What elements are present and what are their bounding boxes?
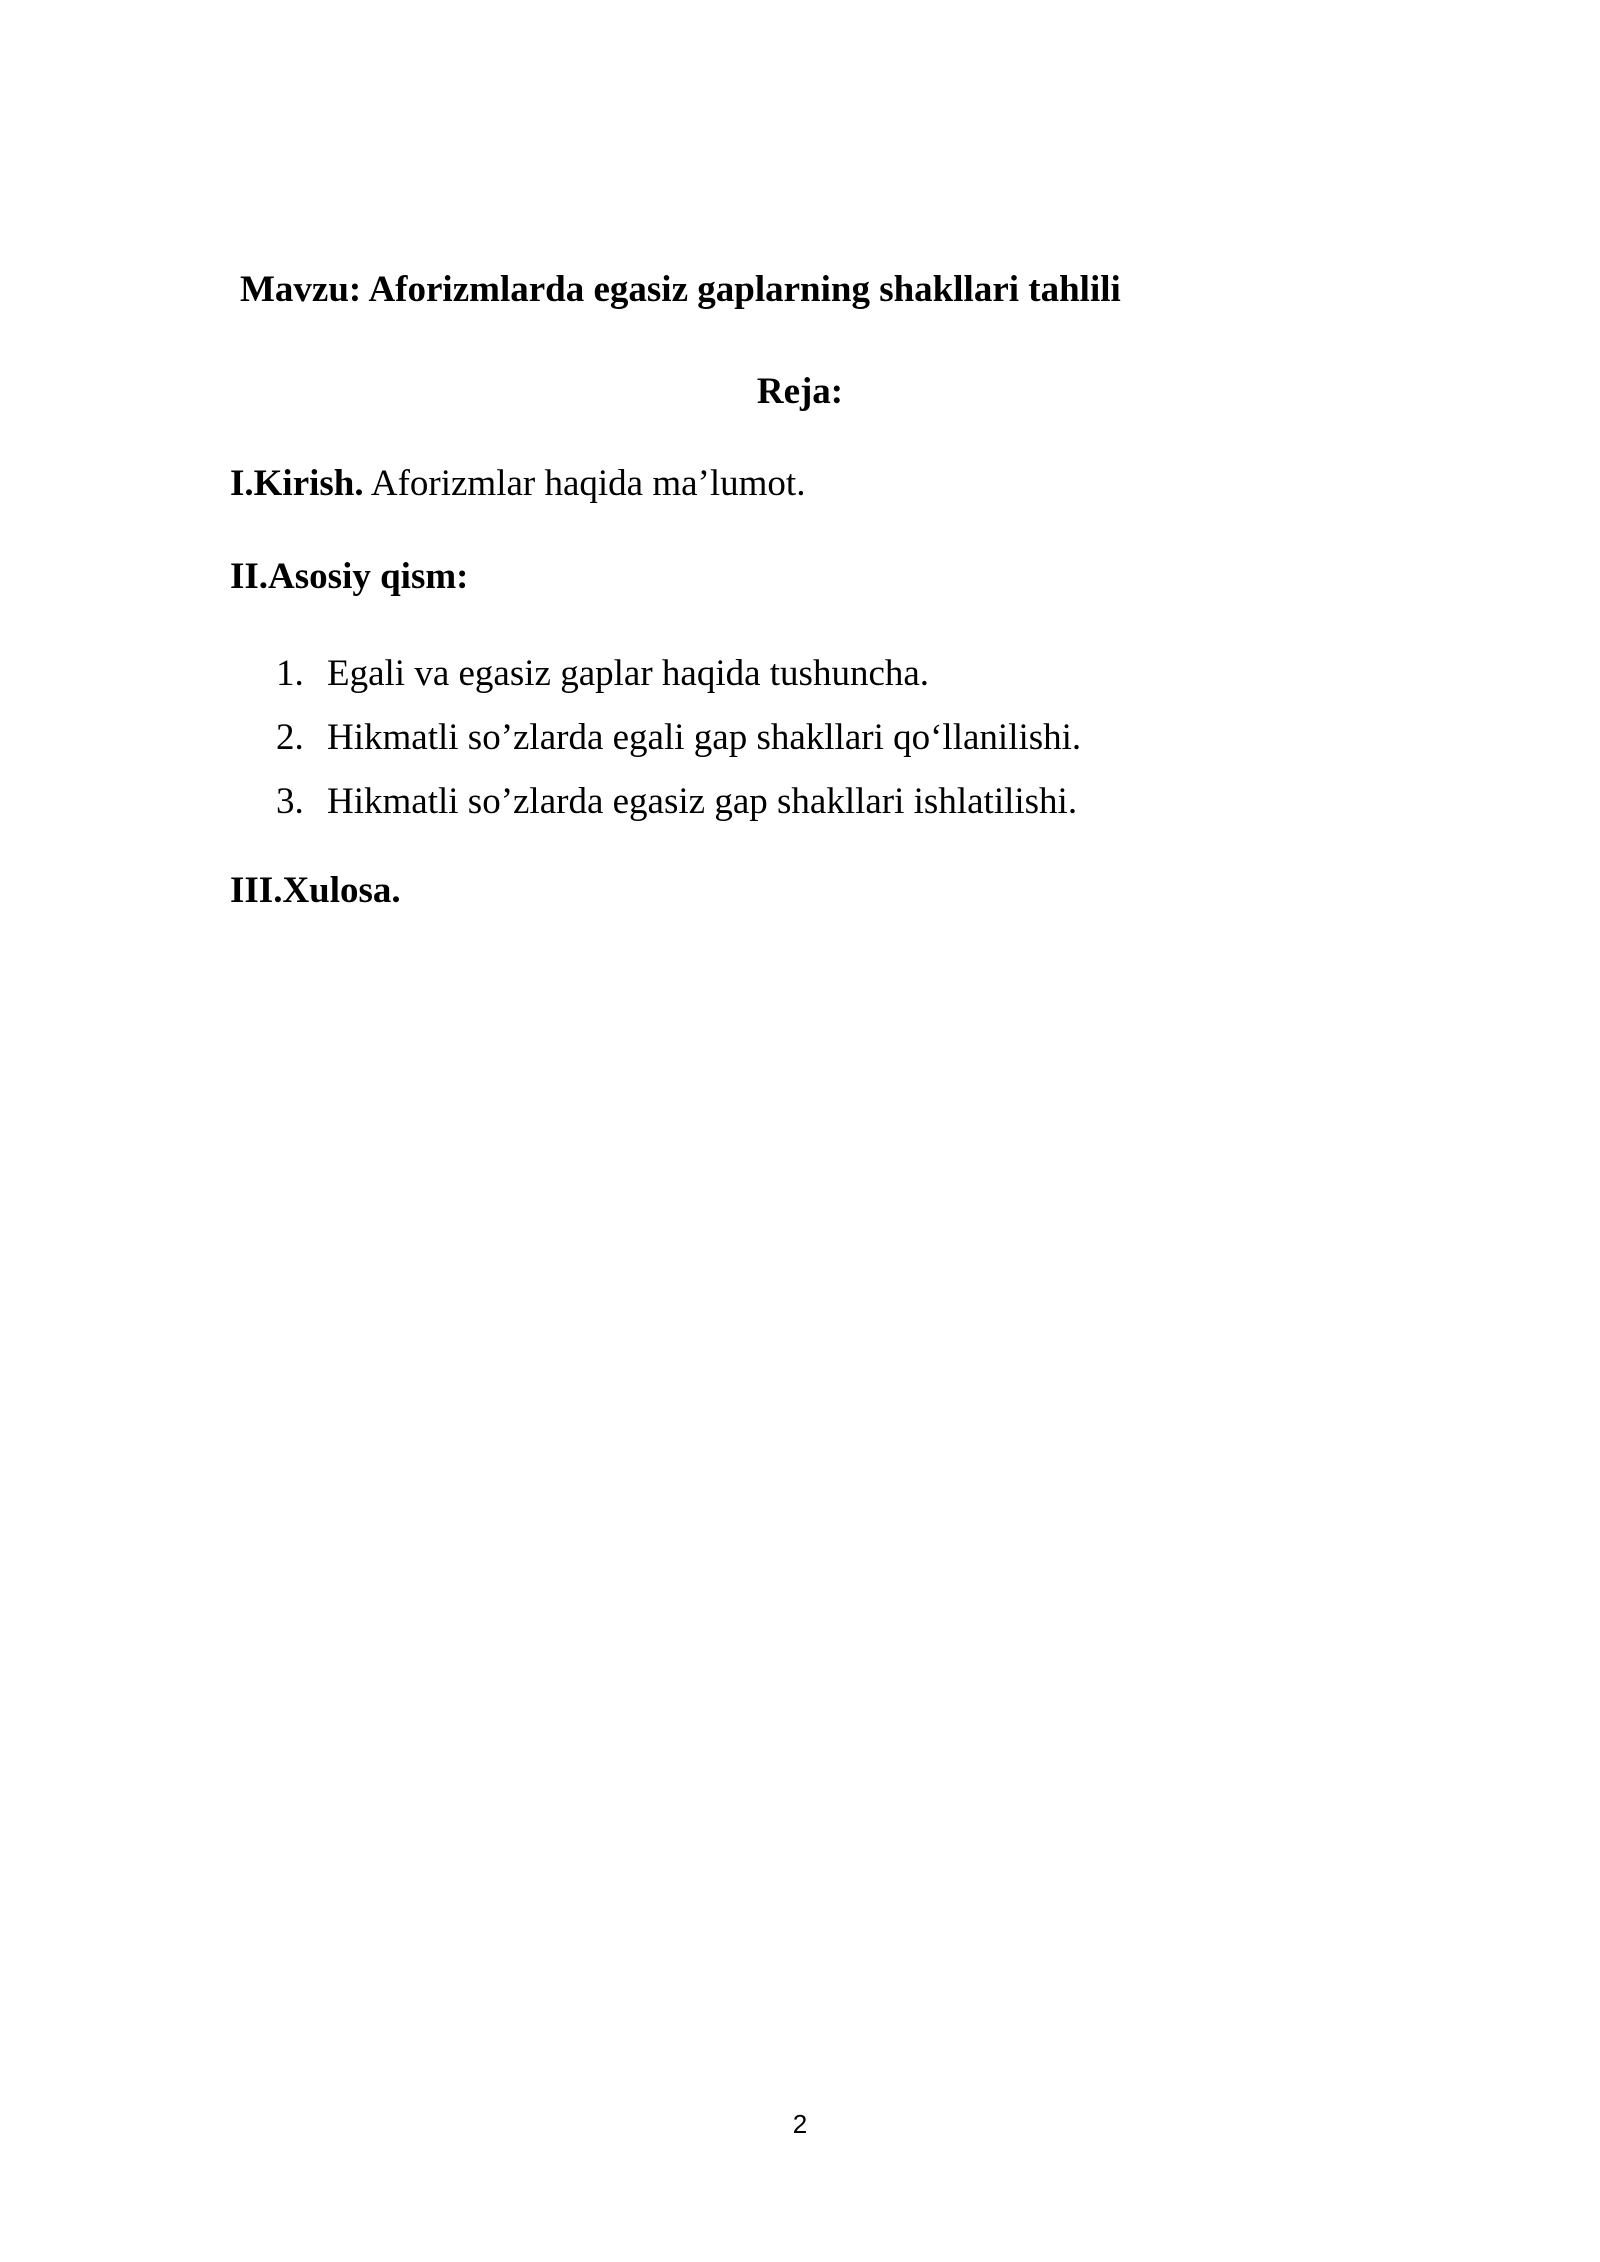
list-item-text: Egali va egasiz gaplar haqida tushuncha.: [327, 653, 930, 694]
section-main-part: [230, 549, 469, 605]
list-item-number: 1.: [276, 653, 304, 694]
section-introduction: [230, 456, 805, 512]
section-introduction-label: I.Kirish.: [230, 463, 364, 504]
list-item-text: Hikmatli so’zlarda egasiz gap shakllari ishlatilishi.: [327, 781, 1078, 822]
list-item-number: 2.: [276, 717, 304, 758]
document-title: Mavzu: Aforizmlarda egasiz gaplarning shakllari tahlili: [240, 269, 1121, 310]
list-item: [276, 770, 1081, 834]
list-item-text: Hikmatli so’zlarda egali gap shakllari qo‘llanilishi.: [327, 717, 1082, 758]
plan-heading: Reja:: [756, 371, 844, 412]
section-main-part-label: II.Asosiy qism:: [230, 556, 469, 597]
main-part-list: [276, 642, 1081, 834]
list-item-number: 3.: [276, 781, 304, 822]
list-item: [276, 706, 1081, 770]
page-number: 2: [792, 2109, 808, 2139]
section-conclusion: [230, 863, 401, 919]
section-conclusion-label: III.Xulosa.: [230, 870, 401, 911]
list-item: [276, 642, 1081, 706]
section-introduction-text: Aforizmlar haqida ma’lumot.: [363, 463, 806, 504]
